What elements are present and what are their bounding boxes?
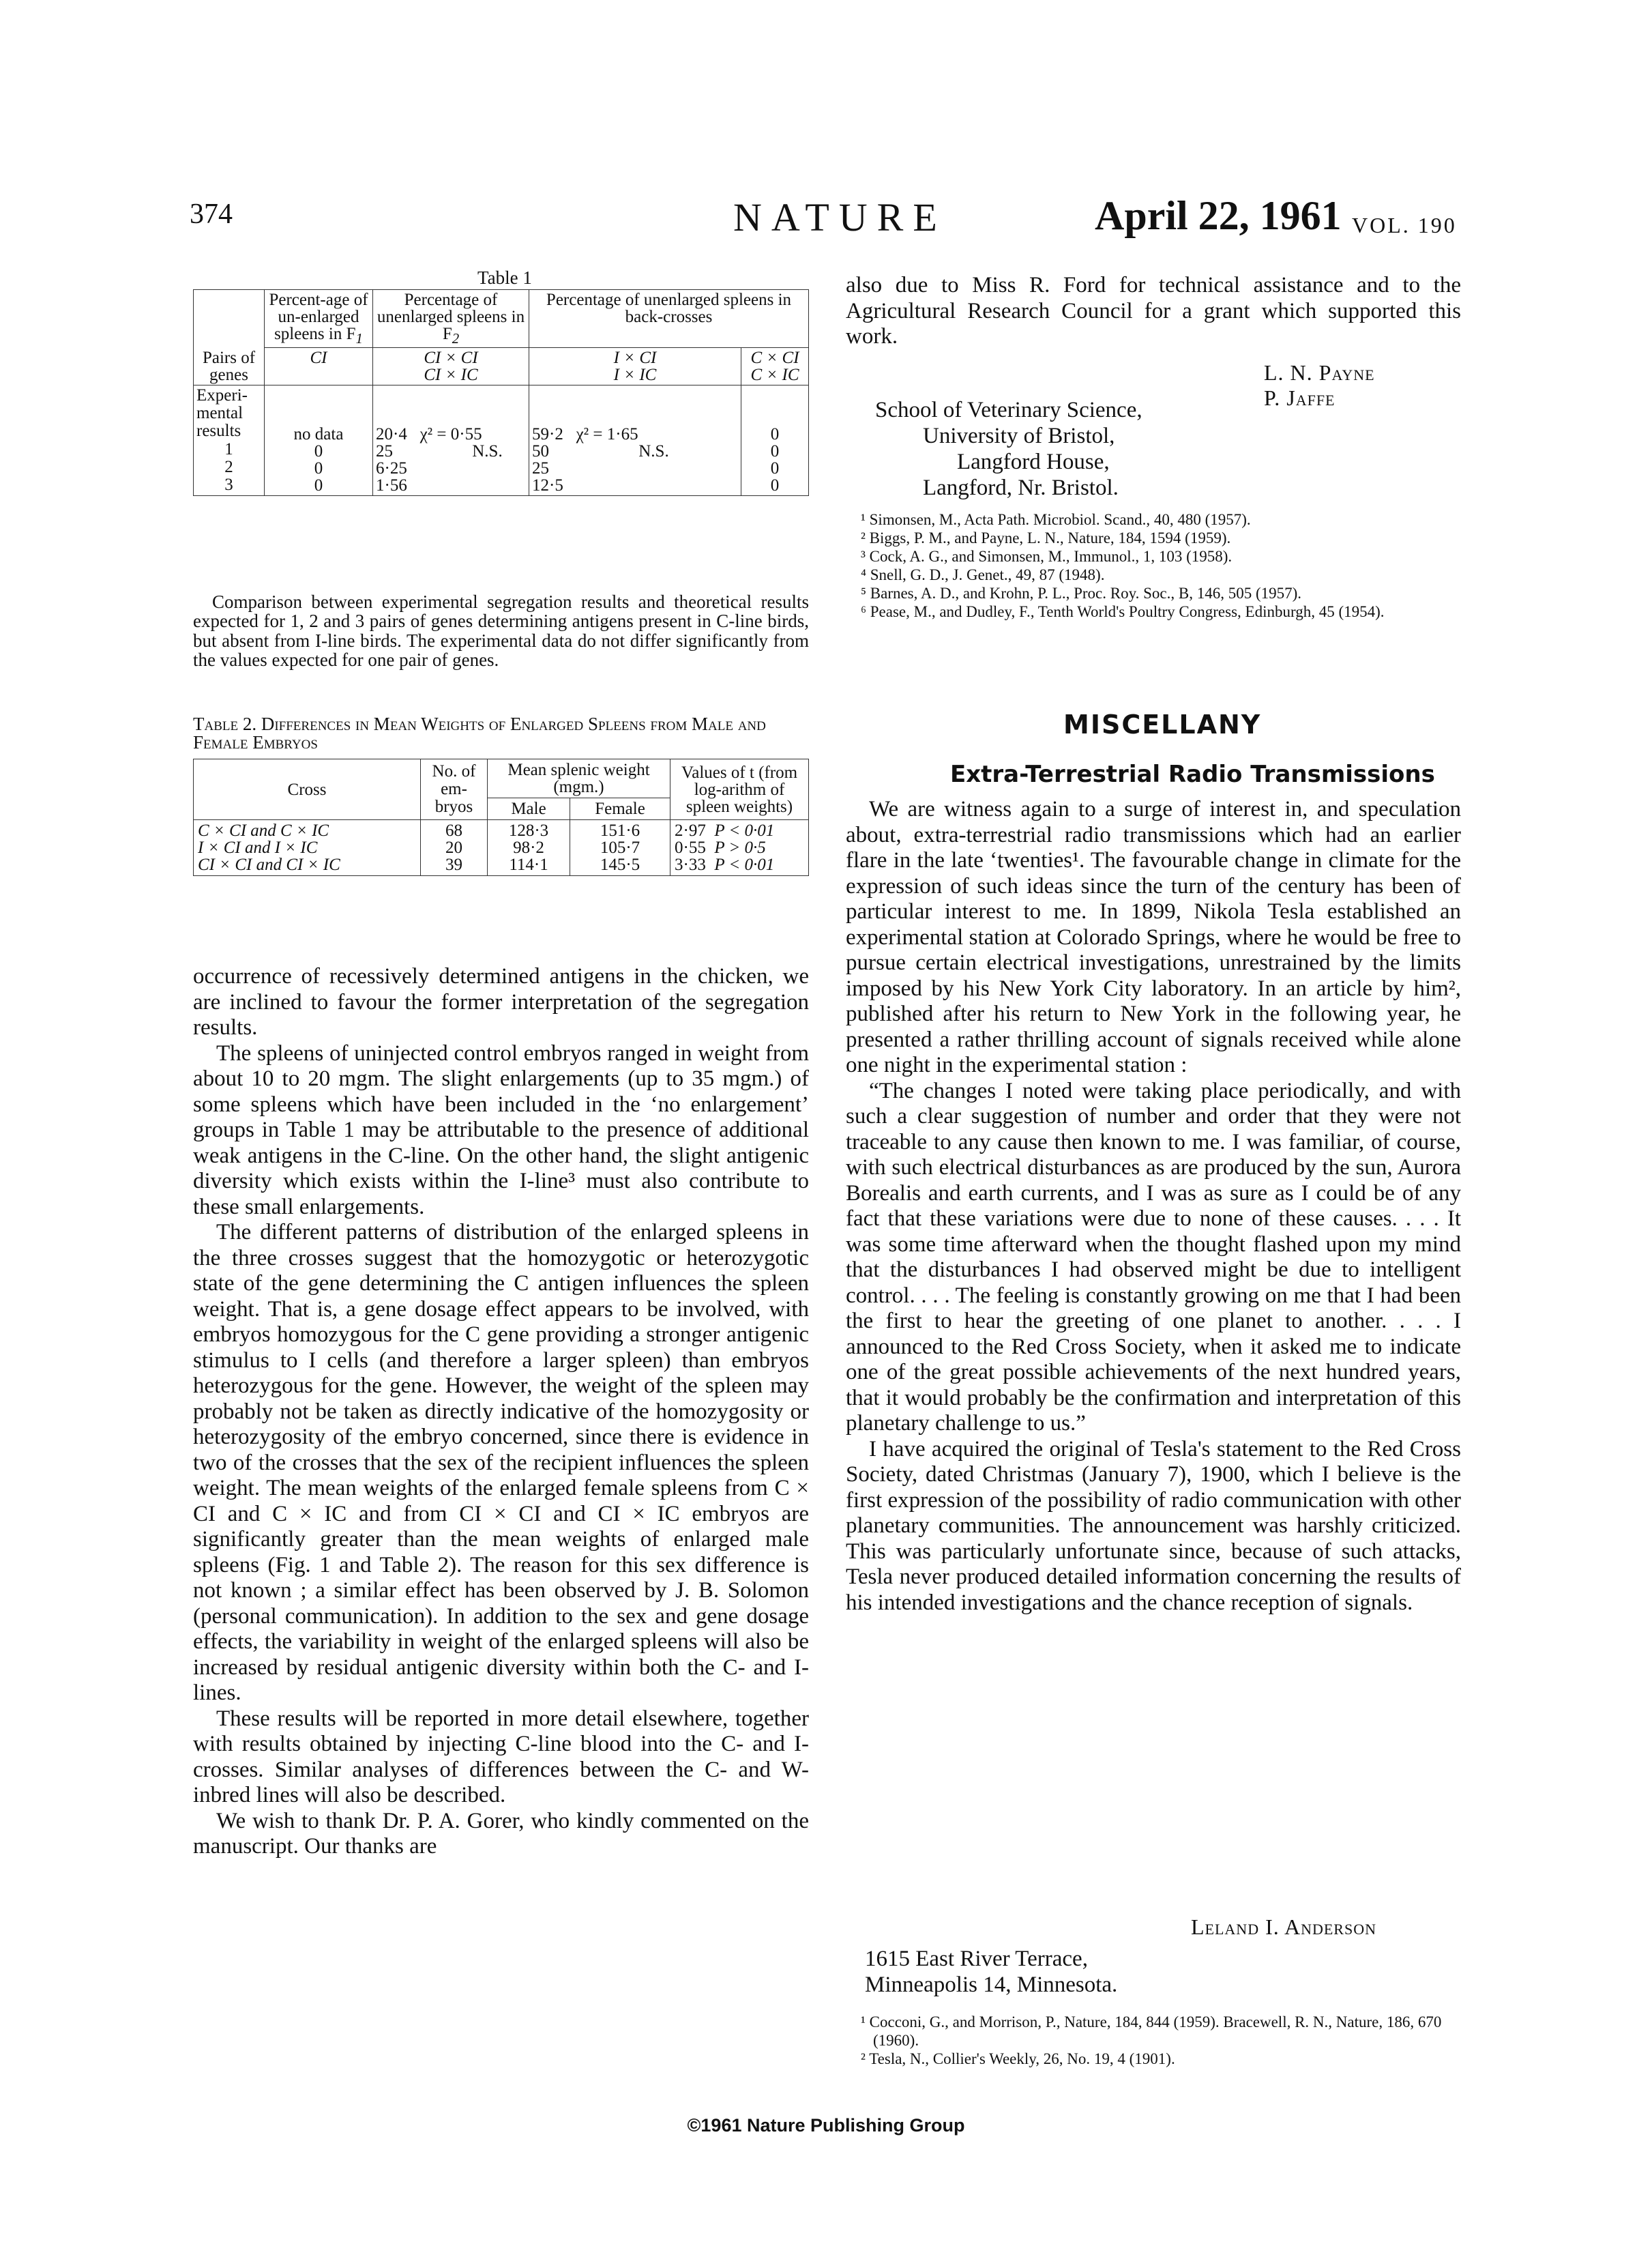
copyright-footer: ©1961 Nature Publishing Group [687,2115,965,2136]
reference: ² Tesla, N., Collier's Weekly, 26, No. 19, 4 (1901). [861,2050,1175,2067]
table1-cell: 1·56 [376,476,407,495]
table1-title: Table 1 [477,267,532,288]
reference: ⁴ Snell, G. D., J. Genet., 49, 87 (1948). [861,566,1105,583]
table1-header-bc: Percentage of unenlarged spleens in back-crosses [529,290,809,348]
table1-row-label: 3 [224,476,233,495]
table2-header-t: Values of t (from log-arithm of spleen weights) [670,759,809,820]
table1-cell: 12·5 [532,476,563,495]
table2-cell: 128·3 [508,821,549,840]
table1 [193,289,809,496]
paragraph: I have acquired the original of Tesla's statement to the Red Cross Society, dated Christmas (January 7), 1900, which I believe is the first expression of the possibility of radio communication with other planetary communities. The announcement was harshly criticized. This was particularly unfortunate since, because of such attacks, Tesla never produced detailed information concerning the results of his intended investigations and the chance reception of signals. [846,1436,1461,1615]
table2-cell: 20 [445,839,462,857]
table1-row-label: 2 [224,457,233,476]
author-name: Leland I. Anderson [1191,1914,1376,1939]
right-column-continuation [846,273,1461,350]
table1-header-f1: Percent-age of un-enlarged spleens in $F_1$ [265,290,373,348]
paragraph: The spleens of uninjected control embryos ranged in weight from about 10 to 20 mgm. The slight enlargements (up to 35 mgm.) of some spleens which have been included in the ‘no enlargement’ groups in Table 1 may be attributable to the presence of additional weak antigens in the C-line. On the other hand, the slight antigenic diversity which exists within the I-line³ must also contribute to these small enlargements. [193,1040,809,1219]
table2-cell: 68 [445,821,462,840]
issue-date: April 22, 1961 [1095,193,1342,238]
table1-cell: 0 [770,442,780,461]
table2-cell: 39 [445,856,462,874]
table1-header-f2: Percentage of unenlarged spleens in $F_2$ [373,290,529,348]
table2-cell: 114·1 [509,856,548,874]
table2-body [194,820,809,876]
paragraph: also due to Miss R. Ford for technical assistance and to the Agricultural Research Council for a grant which supported this work. [846,273,1461,349]
table1-cell: no data [293,425,344,444]
table2-cell: 0·55 P > 0·5 [675,839,766,857]
table2-cell: 2·97 P < 0·01 [675,821,775,840]
table1-cell: 25 [532,459,549,478]
table2-cell: C × CI and C × IC [198,821,329,840]
affiliation-address: School of Veterinary Science, University of Bristol, Langford House, Langford, Nr. Bristol. [875,398,1142,500]
table2-header-cross: Cross [194,759,421,820]
table1-cell: 6·25 [376,459,407,478]
reference-list [861,2013,1461,2068]
table1-sub-bc2: C × CI C × IC [741,347,809,385]
table1-cell: 20·4 χ² = 0·55 [376,425,482,444]
table2-cell: 105·7 [600,839,640,857]
table1-cell: 0 [314,476,323,495]
table2-cell: 98·2 [513,839,544,857]
author-address: 1615 East River Terrace, Minneapolis 14, Minnesota. [865,1947,1118,1997]
table1-cell: 0 [314,442,323,461]
reference: ⁵ Barnes, A. D., and Krohn, P. L., Proc. Roy. Soc., B, 146, 505 (1957). [861,585,1302,602]
table1-cell: 59·2 χ² = 1·65 [532,425,638,444]
reference: ² Biggs, P. M., and Payne, L. N., Nature, 184, 1594 (1959). [861,529,1231,547]
table1-cell: 0 [770,459,780,478]
table1-sub-bc1: I × CI I × IC [529,347,741,385]
paragraph: occurrence of recessively determined antigens in the chicken, we are inclined to favour the former interpretation of the segregation results. [193,964,809,1040]
paragraph: These results will be reported in more detail elsewhere, together with results obtained by injecting C-line blood into the C- and I-crosses. Similar analyses of differences between the C- and W-inbred lines will also be described. [193,1706,809,1807]
table2-cell: 145·5 [600,856,640,874]
article-title: Extra-Terrestrial Radio Transmissions [950,761,1435,788]
volume-label: VOL. 190 [1352,213,1457,237]
table2-cell: CI × CI and CI × IC [198,856,340,874]
page-number: 374 [190,199,233,230]
table1-body [194,385,809,496]
paragraph: We are witness again to a surge of interest in, and speculation about, extra-terrestrial radio transmissions which had an earlier flare in the late ‘twenties¹. The favourable change in climate for the expression of such ideas since the turn of the century has been of particular interest to me. In 1899, Nikola Tesla established an experimental station at Colorado Springs, where he would be free to pursue certain electrical investigations, unrestrained by the limits imposed by his New York City laboratory. In an article by him², published after his return to New York in the following year, he presented a rather thrilling account of signals received while alone one night in the experimental station : [846,797,1461,1077]
left-column-text [193,964,809,1860]
table2 [193,759,809,876]
author-name: P. Jaffe [1264,385,1336,410]
reference: ³ Cock, A. G., and Simonsen, M., Immunol., 1, 103 (1958). [861,548,1233,565]
table1-row-label: 1 [224,439,233,458]
section-heading: MISCELLANY [1063,710,1262,740]
author-name: L. N. Payne [1264,360,1375,385]
table1-caption: Comparison between experimental segregation results and theoretical results expected for 1, 2 and 3 pairs of genes determining antigens present in C-line birds, but absent from I-line birds. The experimental data do not differ significantly from the values expected for one pair of genes. [193,592,809,671]
table2-header-male: Male [488,798,570,820]
table2-cell: 3·33 P < 0·01 [675,856,775,874]
quote: “The changes I noted were taking place periodically, and with such a clear suggestion of number and order that they were not traceable to any cause then known to me. I was familiar, of course, with such electrical disturbances as are produced by the sun, Aurora Borealis and earth currents, and I was as sure as I could be of any fact that these variations were due to none of these causes. . . . It was some time afterward when the thought flashed upon my mind that the disturbances I had observed might be due to intelligent control. . . . The feeling is constantly growing on me that I had been the first to hear the greeting of one planet to another. . . . I announced to the Red Cross Society, when it asked me to indicate one of the great possible achievements of the next hundred years, that it would probably be the confirmation and interpretation of this planetary challenge to us.” [846,1078,1461,1436]
table2-header-no: No. of em-bryos [421,759,488,820]
table1-cell: 0 [770,476,780,495]
table2-header-female: Female [570,798,670,820]
reference: ⁶ Pease, M., and Dudley, F., Tenth World's Poultry Congress, Edinburgh, 45 (1954). [861,603,1385,620]
table2-cell: I × CI and I × IC [198,839,318,857]
table1-sub-f2: CI × CI CI × IC [373,347,529,385]
table1-sub-f1: CI [265,347,373,385]
paragraph: We wish to thank Dr. P. A. Gorer, who kindly commented on the manuscript. Our thanks are [193,1808,809,1859]
table1-cell: 0 [770,425,780,444]
table1-row-label: Experi-mental results [196,385,248,441]
journal-name: NATURE [733,195,947,239]
table1-header-pairs: Pairs of genes [194,290,265,385]
table1-cell: 0 [314,459,323,478]
table1-cell: 25 N.S. [376,442,503,461]
reference: ¹ Simonsen, M., Acta Path. Microbiol. Scand., 40, 480 (1957). [861,511,1251,528]
reference-list [861,510,1461,621]
article-body [846,797,1461,1616]
table2-cell: 151·6 [600,821,640,840]
table2-header-mean: Mean splenic weight (mgm.) [488,759,670,798]
paragraph: The different patterns of distribution of the enlarged spleens in the three crosses suggest that the homozygotic or heterozygotic state of the gene determining the C antigen influences the spleen weight. That is, a gene dosage effect appears to be involved, with embryos homozygous for the C gene providing a stronger antigenic stimulus to I cells (and therefore a larger spleen) than embryos heterozygous for the gene. However, the weight of the spleen may probably not be taken as directly indicative of the homozygosity or heterozygosity of the embryo concerned, since there is evidence in two of the crosses that the sex of the recipient influences the spleen weight. The mean weights of the enlarged female spleens from C × CI and C × IC and from CI × CI and CI × IC embryos are significantly greater than the mean weights of enlarged male spleens (Fig. 1 and Table 2). The reason for this sex difference is not known ; a similar effect has been observed by J. B. Solomon (personal communication). In addition to the sex and gene dosage effects, the variability in weight of the enlarged spleens will also be increased by residual antigenic diversity within both the C- and I-lines. [193,1220,809,1705]
table1-cell: 50 N.S. [532,442,669,461]
table2-title: Table 2. Differences in Mean Weights of Enlarged Spleens from Male and Female Embryos [193,714,766,753]
reference: ¹ Cocconi, G., and Morrison, P., Nature, 184, 844 (1959). Bracewell, R. N., Nature, 186, 670 (1960). [861,2013,1442,2049]
